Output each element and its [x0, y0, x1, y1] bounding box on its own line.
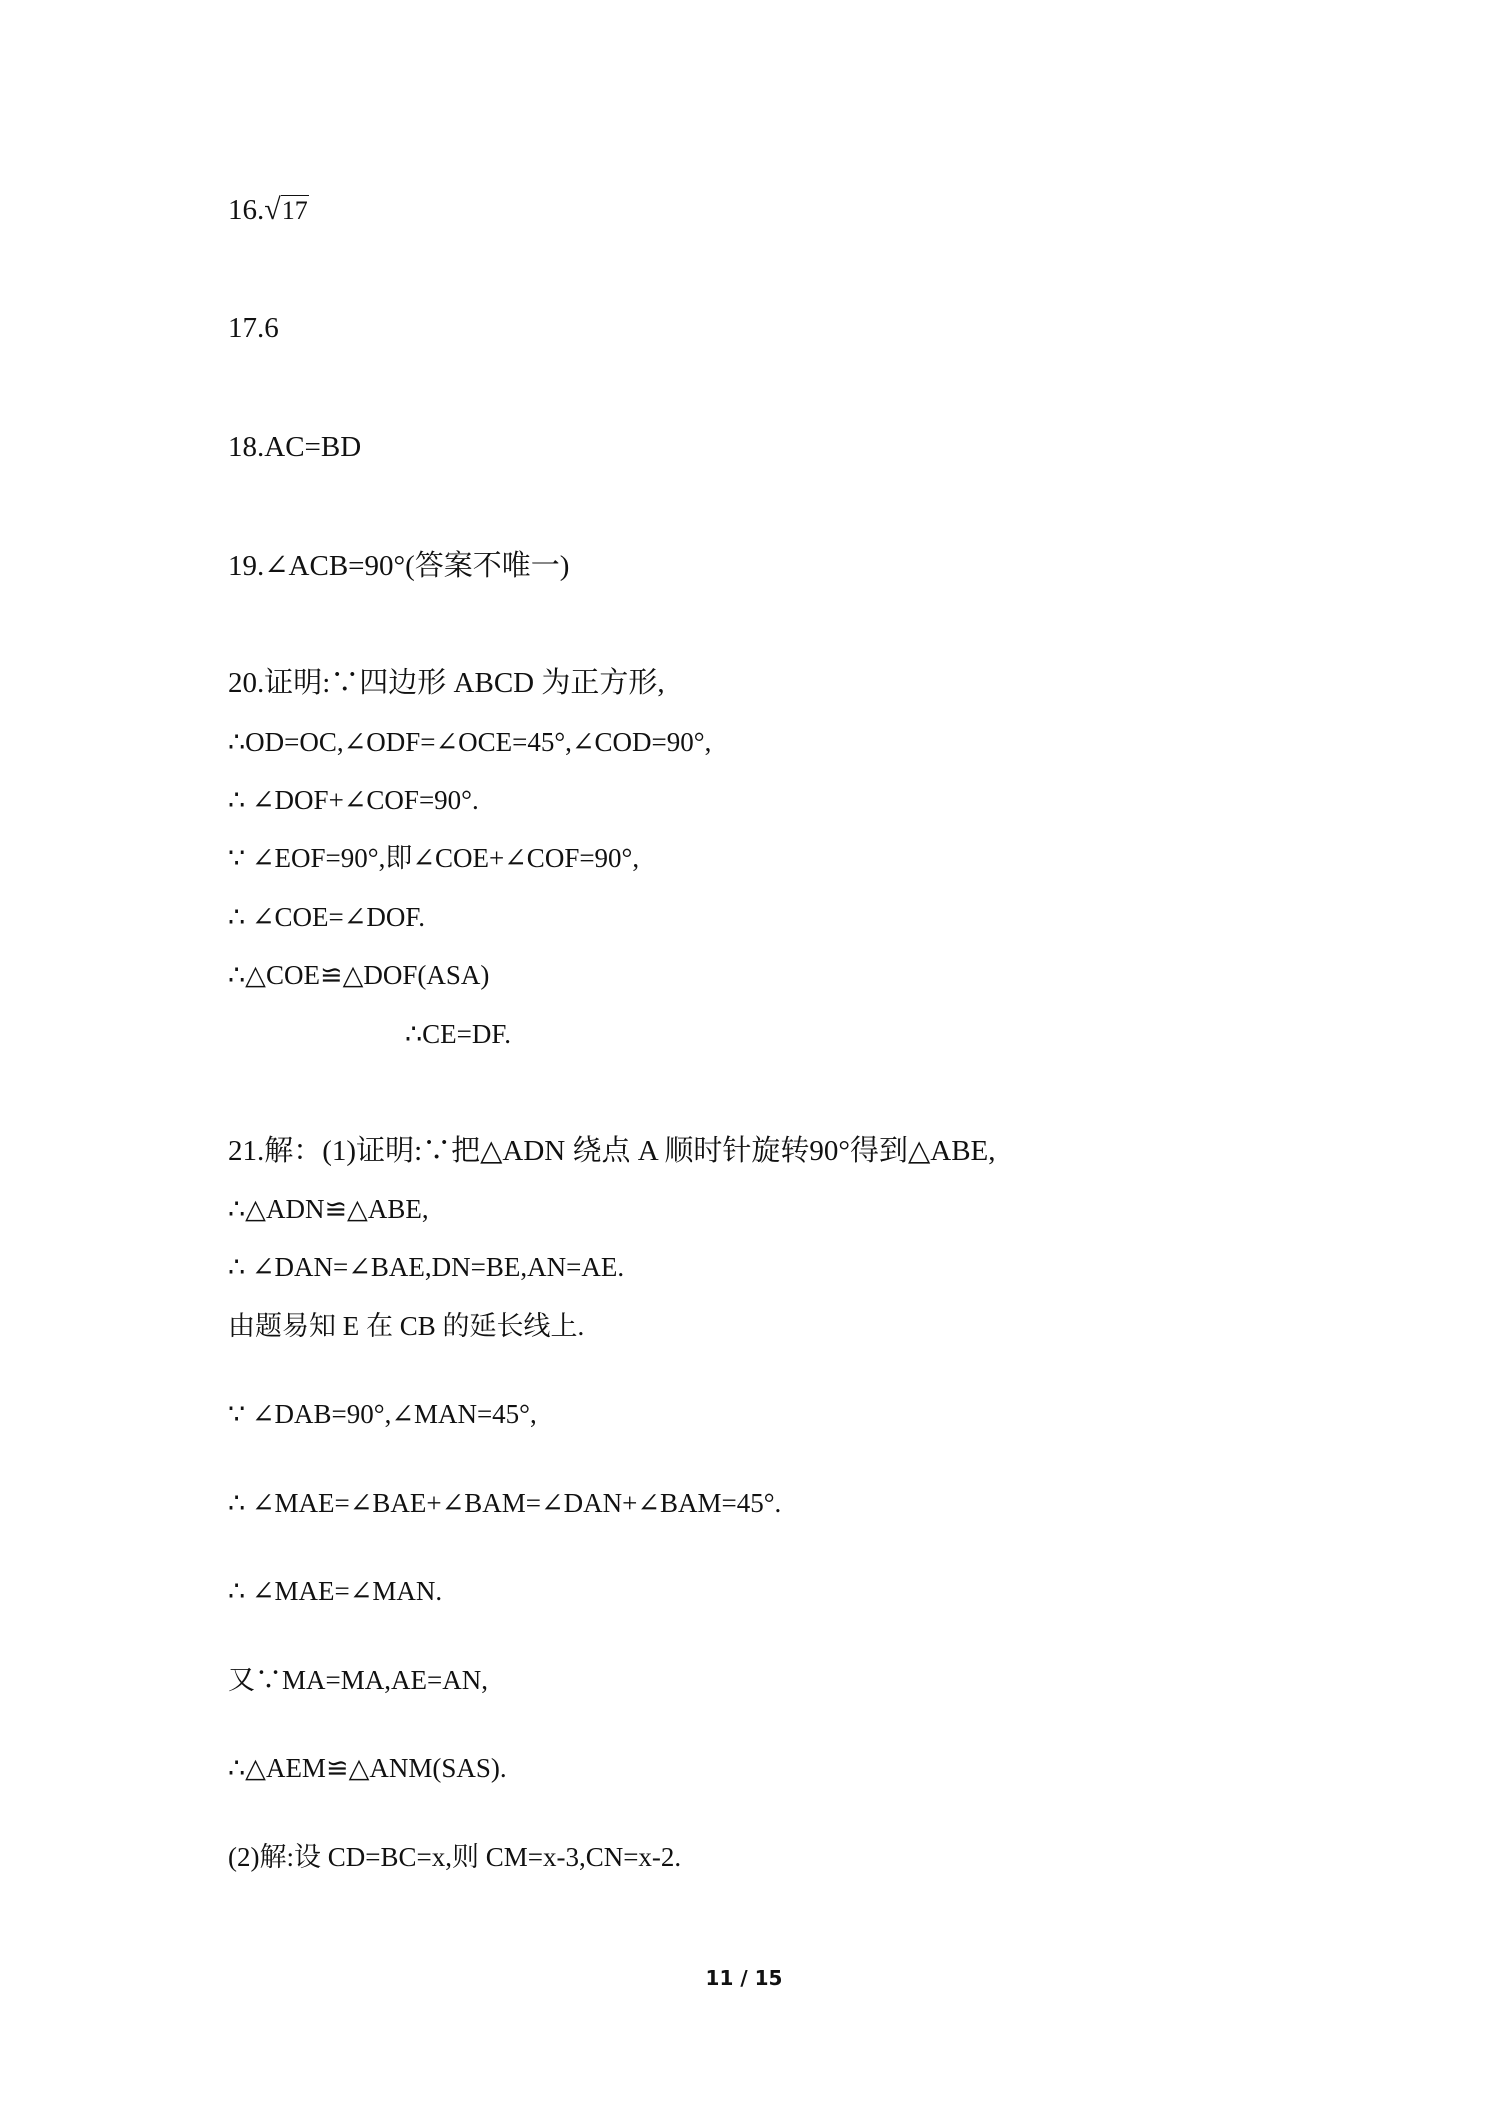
solution-21-line: ∴ ∠MAE=∠MAN. [228, 1576, 443, 1606]
proof-20-line: 20.证明:∵四边形 ABCD 为正方形, [228, 667, 665, 699]
answer-18: 18.AC=BD [228, 431, 362, 463]
solution-21-line: ∴ ∠MAE=∠BAE+∠BAM=∠DAN+∠BAM=45°. [228, 1488, 782, 1518]
page-number: 11 / 15 [705, 1966, 783, 1990]
answer-19: 19.∠ACB=90°(答案不唯一) [228, 550, 570, 582]
proof-20-line: ∴OD=OC,∠ODF=∠OCE=45°,∠COD=90°, [228, 727, 712, 757]
sqrt-symbol: √17 [264, 193, 308, 226]
solution-21-line: (2)解:设 CD=BC=x,则 CM=x-3,CN=x-2. [228, 1842, 682, 1872]
answer-16-number: 16. [228, 194, 265, 226]
radicand: 17 [281, 196, 308, 225]
solution-21-line: 21.解：(1)证明:∵把△ADN 绕点 A 顺时针旋转90°得到△ABE, [228, 1135, 996, 1167]
proof-20-line: ∴ ∠DOF+∠COF=90°. [228, 785, 479, 815]
answer-17: 17.6 [228, 312, 279, 344]
solution-21-line: ∴ ∠DAN=∠BAE,DN=BE,AN=AE. [228, 1252, 625, 1282]
answer-16 [228, 193, 309, 228]
proof-20-line: ∵ ∠EOF=90°,即∠COE+∠COF=90°, [228, 843, 640, 873]
proof-20-line: ∴ ∠COE=∠DOF. [228, 902, 426, 932]
solution-21-line: 由题易知 E 在 CB 的延长线上. [228, 1311, 585, 1341]
proof-20-line: ∴△COE≌△DOF(ASA) [228, 960, 490, 990]
proof-20-line: ∴CE=DF. [405, 1019, 512, 1049]
solution-21-line: ∴△ADN≌△ABE, [228, 1194, 429, 1224]
solution-21-line: ∵ ∠DAB=90°,∠MAN=45°, [228, 1399, 537, 1429]
solution-21-line: ∴△AEM≌△ANM(SAS). [228, 1753, 507, 1783]
solution-21-line: 又∵MA=MA,AE=AN, [228, 1665, 488, 1695]
